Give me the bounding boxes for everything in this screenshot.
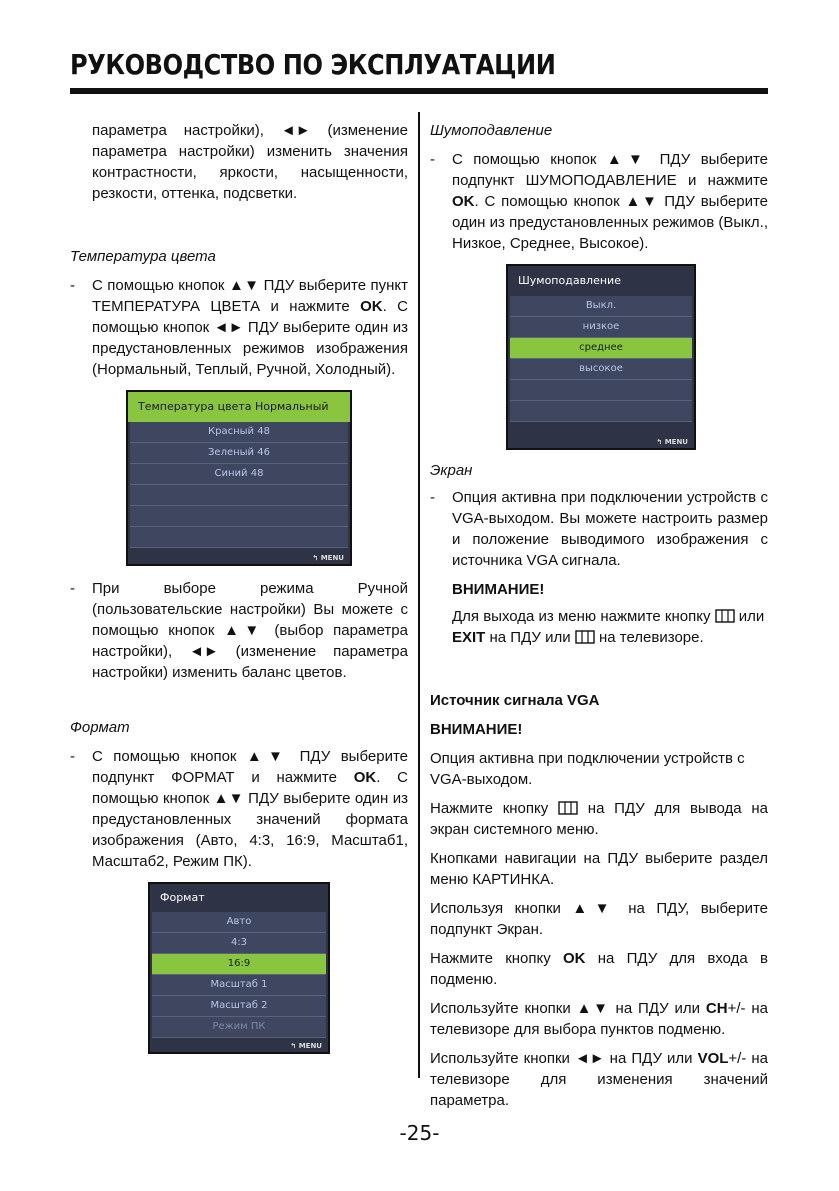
menu-footer: ↰ MENU (290, 1042, 322, 1050)
vga-paragraph-4: Используя кнопки ▲▼ на ПДУ, выберите подпункт Экран. (430, 900, 768, 938)
menu-row: 4:3 (152, 933, 326, 954)
section-title-color-temp: Температура цвета (70, 248, 216, 265)
menu-row-empty (130, 485, 348, 506)
section-title-format: Формат (70, 719, 130, 736)
vga-paragraph-5: Нажмите кнопку OK на ПДУ для входа в подменю. (430, 950, 768, 988)
menu-footer: ↰ MENU (656, 438, 688, 446)
vga-paragraph-2: Нажмите кнопку на ПДУ для вывода на экран системного меню. (430, 800, 768, 838)
format-menu-screen (148, 882, 330, 1054)
color-temp-menu-screen (126, 390, 352, 566)
left-column (70, 118, 408, 1054)
menu-row-selected: среднее (510, 338, 692, 359)
page-number: -25- (399, 1121, 440, 1145)
menu-row-empty (510, 401, 692, 422)
menu-row: Зеленый 46 (130, 443, 348, 464)
color-temp-item: - С помощью кнопок ▲▼ ПДУ выберите пункт ТЕМПЕРАТУРА ЦВЕТА и нажмите OK. С помощью кнопок ◄► ПДУ выберите один из предустановленных режимов изображения (Нормальный, Теплый, Ручной, Холодный). (70, 277, 408, 378)
section-title-vga: Источник сигнала VGA (430, 692, 600, 709)
noise-menu-screen (506, 264, 696, 450)
vga-paragraph-1: Опция активна при подключении устройств с VGA-выходом. (430, 750, 745, 788)
exit-instruction: Для выхода из меню нажмите кнопку или EXIT на ПДУ или на телевизоре. (452, 608, 765, 646)
menu-key-icon (715, 609, 735, 623)
menu-row: высокое (510, 359, 692, 380)
vga-paragraph-3: Кнопками навигации на ПДУ выберите раздел меню КАРТИНКА. (430, 850, 768, 888)
header-rule (70, 88, 768, 94)
page-header-title: РУКОВОДСТВО ПО ЭКСПЛУАТАЦИИ (70, 48, 556, 81)
noise-item: - С помощью кнопок ▲▼ ПДУ выберите подпункт ШУМОПОДАВЛЕНИЕ и нажмите OK. С помощью кнопок ▲▼ ПДУ выберите один из предустановленных режимов (Выкл., Низкое, Среднее, Высокое). (430, 151, 768, 252)
back-arrow-icon: ↰ (312, 554, 319, 562)
menu-key-icon (575, 630, 595, 644)
menu-header: Шумоподавление (518, 274, 621, 287)
menu-row-selected: 16:9 (152, 954, 326, 975)
menu-row: низкое (510, 317, 692, 338)
menu-row: Красный 48 (130, 422, 348, 443)
vga-paragraph-7: Используйте кнопки ◄► на ПДУ или VOL+/- на телевизоре для изменения значений параметра. (430, 1050, 769, 1109)
menu-row: Авто (152, 912, 326, 933)
menu-header: Температура цвета Нормальный (128, 392, 350, 422)
column-divider (418, 112, 420, 1078)
menu-row-disabled: Режим ПК (152, 1017, 326, 1038)
back-arrow-icon: ↰ (656, 438, 663, 446)
menu-key-icon (558, 801, 578, 815)
menu-row: Масштаб 1 (152, 975, 326, 996)
back-arrow-icon: ↰ (290, 1042, 297, 1050)
color-balance-item: - При выборе режима Ручной (пользовательские настройки) Вы можете с помощью кнопок ▲▼ (выбор параметра настройки), ◄► (изменение параметра настройки) изменить баланс цветов. (70, 580, 408, 681)
vga-paragraph-6: Используйте кнопки ▲▼ на ПДУ или CH+/- на телевизоре для выбора пунктов подменю. (430, 1000, 769, 1038)
right-column (430, 118, 768, 1111)
attention-heading: ВНИМАНИЕ! (452, 581, 545, 598)
menu-row: Выкл. (510, 296, 692, 317)
section-title-noise: Шумоподавление (430, 122, 553, 139)
menu-header: Формат (160, 891, 205, 904)
format-item: - С помощью кнопок ▲▼ ПДУ выберите подпункт ФОРМАТ и нажмите OK. С помощью кнопок ▲▼ ПДУ выберите один из предустановленных значений формата изображения (Авто, 4:3, 16:9, Масштаб1, Масштаб2, Режим ПК). (70, 748, 409, 870)
menu-row-empty (130, 527, 348, 548)
intro-paragraph: параметра настройки), ◄► (изменение параметра настройки) изменить значения контрастности, яркости, насыщенности, резкости, оттенка, подсветки. (92, 122, 408, 202)
menu-row-empty (130, 506, 348, 527)
menu-footer: ↰ MENU (312, 554, 344, 562)
vga-attention-heading: ВНИМАНИЕ! (430, 721, 523, 738)
menu-row: Масштаб 2 (152, 996, 326, 1017)
menu-row: Синий 48 (130, 464, 348, 485)
menu-row-empty (510, 380, 692, 401)
screen-item: - Опция активна при подключении устройств с VGA-выходом. Вы можете настроить размер и положение выводимого изображения с источника VGA сигнала. (430, 489, 768, 569)
section-title-screen: Экран (430, 462, 473, 479)
